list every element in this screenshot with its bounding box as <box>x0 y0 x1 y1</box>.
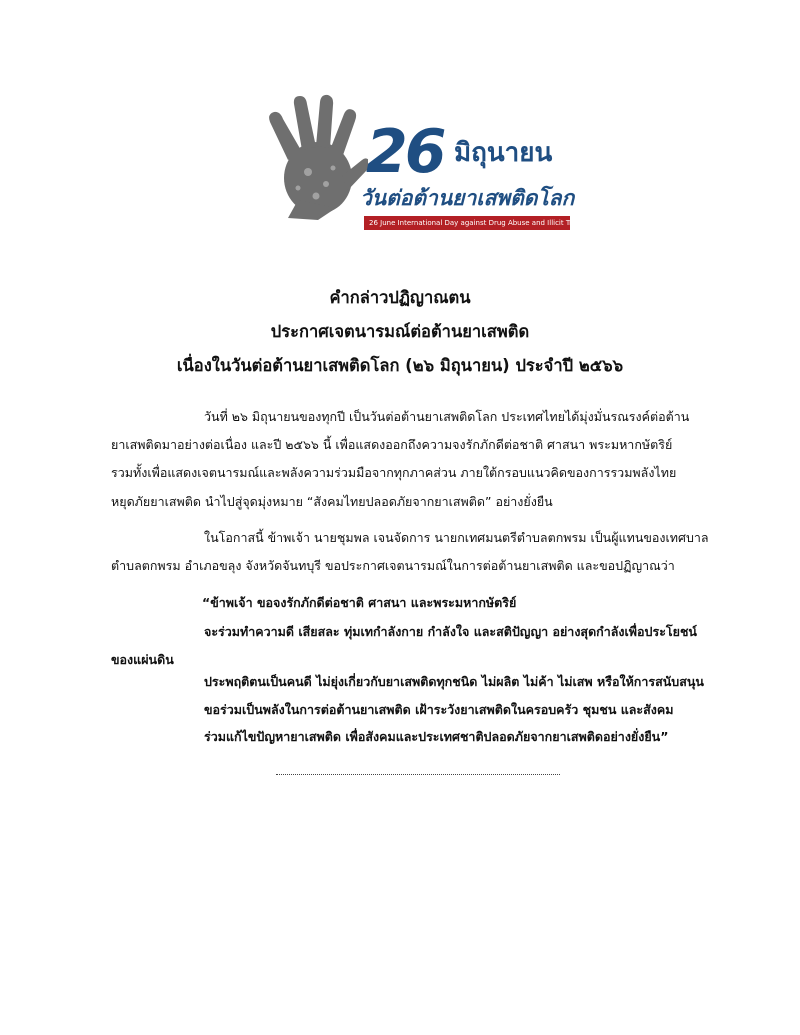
pledge-line: ประพฤติตนเป็นคนดี ไม่ยุ่งเกี่ยวกับยาเสพติดทุกชนิด ไม่ผลิต ไม่ค้า ไม่เสพ หรือให้การสนับสนุน <box>204 674 704 689</box>
paragraph1-line: รวมทั้งเพื่อแสดงเจตนารมณ์และพลังความร่วมมือจากทุกภาคส่วน ภายใต้กรอบแนวคิดของการรวมพลังไทย <box>111 465 677 480</box>
pledge-line: “ข้าพเจ้า ขอจงรักภักดีต่อชาติ ศาสนา และพระมหากษัตริย์ <box>202 595 517 610</box>
logo-ribbon-text: 26 June International Day against Drug Abuse and Illicit Trafficking <box>369 219 602 227</box>
paragraph1-line: วันที่ ๒๖ มิถุนายนของทุกปี เป็นวันต่อต้านยาเสพติดโลก ประเทศไทยได้มุ่งมั่นรณรงค์ต่อต้าน <box>204 409 690 424</box>
paragraph2-line: ในโอกาสนี้ ข้าพเจ้า นายชุมพล เจนจัดการ นายกเทศมนตรีตำบลตกพรม เป็นผู้แทนของเทศบาล <box>204 530 709 545</box>
event-logo <box>258 92 602 232</box>
handprint-icon <box>258 92 368 222</box>
logo-ribbon <box>364 216 602 230</box>
logo-number: 26 <box>366 117 444 187</box>
document-occasion: เนื่องในวันต่อต้านยาเสพติดโลก (๒๖ มิถุนายน) ประจำปี ๒๕๖๖ <box>176 356 624 375</box>
pledge-line: จะร่วมทำความดี เสียสละ ทุ่มเทกำลังกาย กำลังใจ และสติปัญญา อย่างสุดกำลังเพื่อประโยชน์ <box>204 624 697 639</box>
document-subtitle: ประกาศเจตนารมณ์ต่อต้านยาเสพติด <box>270 322 530 341</box>
paragraph2-line: ตำบลตกพรม อำเภอขลุง จังหวัดจันทบุรี ขอประกาศเจตนารมณ์ในการต่อต้านยาเสพติด และขอปฏิญาณว่า <box>111 558 675 573</box>
document-title: คำกล่าวปฏิญาณตน <box>329 288 471 307</box>
paragraph1-line: หยุดภัยยาเสพติด นำไปสู่จุดมุ่งหมาย “สังคมไทยปลอดภัยจากยาเสพติด” อย่างยั่งยืน <box>111 494 553 509</box>
logo-day-name: วันต่อต้านยาเสพติดโลก <box>360 186 575 210</box>
logo-month: มิถุนายน <box>454 138 553 168</box>
pledge-line: ขอร่วมเป็นพลังในการต่อต้านยาเสพติด เฝ้าระวังยาเสพติดในครอบครัว ชุมชน และสังคม <box>204 702 674 717</box>
closing-dotted-divider <box>276 774 560 775</box>
pledge-line: ของแผ่นดิน <box>111 652 174 667</box>
paragraph1-line: ยาเสพติดมาอย่างต่อเนื่อง และปี ๒๕๖๖ นี้ เพื่อแสดงออกถึงความจงรักภักดีต่อชาติ ศาสนา พระมหากษัตริย์ <box>111 437 673 452</box>
pledge-line: ร่วมแก้ไขปัญหายาเสพติด เพื่อสังคมและประเทศชาติปลอดภัยจากยาเสพติดอย่างยั่งยืน” <box>204 729 669 744</box>
